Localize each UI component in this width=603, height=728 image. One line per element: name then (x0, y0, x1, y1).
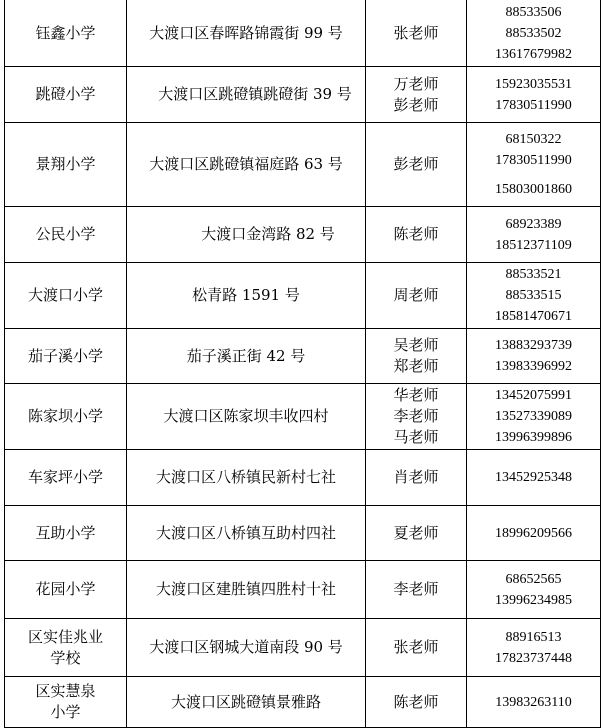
teacher-cell (366, 207, 467, 263)
teacher-cell-line: 夏老师 (393, 523, 439, 542)
table-row (5, 123, 601, 207)
address-cell (127, 67, 366, 123)
teacher-cell (366, 619, 467, 677)
phone-cell-line: 88533506 (505, 4, 562, 20)
address-text: 大渡口区跳磴镇景雅路 (170, 692, 321, 711)
school-name-cell-line: 区实佳兆业 (27, 627, 103, 646)
phone-cell-line: 18581470671 (495, 309, 572, 324)
teacher-cell-line: 张老师 (393, 638, 439, 656)
address-cell (127, 329, 366, 384)
teacher-cell-line: 肖老师 (393, 468, 439, 486)
phone-cell (467, 263, 601, 329)
address-cell (127, 384, 366, 450)
teacher-cell (366, 0, 467, 67)
table-row (5, 384, 601, 450)
school-name-cell-line: 互助小学 (35, 523, 96, 542)
teacher-cell (366, 677, 467, 728)
address-text: 大渡口区跳磴镇福庭路 63 号 (149, 155, 343, 173)
phone-cell-line: 13983396992 (495, 359, 572, 374)
table-row (5, 506, 601, 561)
address-text: 大渡口区钢城大道南段 90 号 (149, 638, 343, 656)
table-row (5, 561, 601, 619)
address-text: 大渡口区跳磴镇跳磴街 39 号 (158, 85, 352, 103)
teacher-cell-line: 马老师 (393, 428, 439, 446)
line-gap (467, 171, 600, 179)
phone-cell-line: 13452075991 (495, 388, 572, 403)
school-name-cell-line: 跳磴小学 (35, 85, 96, 103)
school-contact-table (4, 0, 601, 728)
school-name-cell (5, 67, 127, 123)
address-cell (127, 207, 366, 263)
school-name-cell-line: 学校 (50, 648, 81, 667)
table-row (5, 619, 601, 677)
phone-cell-line: 15803001860 (495, 182, 572, 197)
address-cell (127, 123, 366, 207)
teacher-cell-line: 吴老师 (393, 336, 439, 354)
phone-cell-line: 13996234985 (495, 592, 572, 608)
phone-cell-line: 17830511990 (495, 153, 572, 168)
phone-cell (467, 0, 601, 67)
phone-cell-line: 18996209566 (495, 525, 572, 541)
phone-cell-line: 13452925348 (495, 470, 572, 485)
teacher-cell (366, 329, 467, 384)
phone-cell (467, 329, 601, 384)
address-text: 大渡口区八桥镇民新村七社 (155, 468, 336, 486)
table-row (5, 0, 601, 67)
school-name-cell (5, 384, 127, 450)
school-name-cell-line: 景翔小学 (35, 155, 96, 173)
school-name-cell (5, 0, 127, 67)
address-text: 松青路 1591 号 (192, 286, 300, 304)
address-cell (127, 677, 366, 728)
teacher-cell-line: 彭老师 (393, 155, 439, 173)
school-name-cell (5, 329, 127, 384)
address-text: 大渡口金湾路 82 号 (201, 225, 335, 243)
address-text: 茄子溪正街 42 号 (186, 346, 306, 365)
phone-cell-line: 68652565 (505, 571, 562, 587)
phone-cell (467, 207, 601, 263)
address-cell (127, 619, 366, 677)
phone-cell-line: 18512371109 (495, 237, 572, 253)
phone-cell-line: 13983263110 (495, 694, 572, 710)
phone-cell (467, 506, 601, 561)
phone-cell-line: 68923389 (505, 216, 562, 232)
school-name-cell-line: 花园小学 (35, 580, 96, 598)
address-text: 大渡口区建胜镇四胜村十社 (155, 580, 336, 598)
school-name-cell-line: 陈家坝小学 (27, 407, 103, 425)
phone-cell (467, 67, 601, 123)
phone-cell (467, 384, 601, 450)
address-cell (127, 263, 366, 329)
phone-cell (467, 123, 601, 207)
phone-cell-line: 88533502 (505, 25, 562, 41)
phone-cell-line: 13617679982 (495, 46, 572, 62)
teacher-cell (366, 263, 467, 329)
table-row (5, 207, 601, 263)
phone-cell-line: 88916513 (505, 629, 562, 645)
school-name-cell-line: 茄子溪小学 (27, 346, 103, 365)
phone-cell (467, 619, 601, 677)
phone-cell-line: 13883293739 (495, 338, 572, 353)
table-row (5, 329, 601, 384)
teacher-cell (366, 450, 467, 506)
phone-cell-line: 17823737448 (495, 650, 572, 666)
teacher-cell (366, 384, 467, 450)
table-body (5, 0, 601, 728)
phone-cell (467, 677, 601, 728)
phone-cell-line: 17830511990 (495, 97, 572, 113)
teacher-cell-line: 华老师 (393, 386, 439, 404)
school-name-cell-line: 区实慧泉 (35, 682, 96, 700)
teacher-cell (366, 506, 467, 561)
teacher-cell (366, 67, 467, 123)
table-row (5, 67, 601, 123)
phone-cell (467, 450, 601, 506)
teacher-cell-line: 周老师 (393, 286, 439, 304)
teacher-cell-line: 彭老师 (393, 95, 439, 114)
teacher-cell-line: 万老师 (393, 74, 439, 93)
school-name-cell-line: 公民小学 (35, 225, 96, 243)
phone-cell-line: 15923035531 (495, 76, 572, 92)
address-cell (127, 506, 366, 561)
school-name-cell-line: 车家坪小学 (27, 468, 103, 486)
school-name-cell (5, 123, 127, 207)
school-name-cell-line: 小学 (50, 703, 81, 721)
phone-cell-line: 13527339089 (495, 409, 572, 424)
table-row (5, 677, 601, 728)
address-cell (127, 450, 366, 506)
school-name-cell (5, 450, 127, 506)
teacher-cell-line: 陈老师 (393, 692, 439, 711)
teacher-cell-line: 陈老师 (393, 225, 439, 243)
teacher-cell (366, 123, 467, 207)
phone-cell (467, 561, 601, 619)
teacher-cell-line: 郑老师 (393, 357, 439, 375)
phone-cell-line: 68150322 (505, 132, 562, 147)
phone-cell-line: 88533515 (505, 288, 562, 303)
school-name-cell-line: 钰鑫小学 (35, 23, 96, 42)
school-name-cell-line: 大渡口小学 (27, 286, 103, 304)
teacher-cell-line: 张老师 (393, 23, 439, 42)
table-row (5, 263, 601, 329)
address-text: 大渡口区陈家坝丰收四村 (163, 407, 329, 425)
school-name-cell (5, 619, 127, 677)
address-cell (127, 0, 366, 67)
address-cell (127, 561, 366, 619)
school-name-cell (5, 561, 127, 619)
phone-cell-line: 13996399896 (495, 430, 572, 445)
table-row (5, 450, 601, 506)
address-text: 大渡口区春晖路锦霞街 99 号 (149, 23, 343, 42)
school-name-cell (5, 506, 127, 561)
teacher-cell-line: 李老师 (393, 407, 439, 425)
phone-cell-line: 88533521 (505, 267, 562, 282)
teacher-cell (366, 561, 467, 619)
school-name-cell (5, 207, 127, 263)
teacher-cell-line: 李老师 (393, 580, 439, 598)
address-text: 大渡口区八桥镇互助村四社 (155, 523, 336, 542)
school-name-cell (5, 677, 127, 728)
school-name-cell (5, 263, 127, 329)
